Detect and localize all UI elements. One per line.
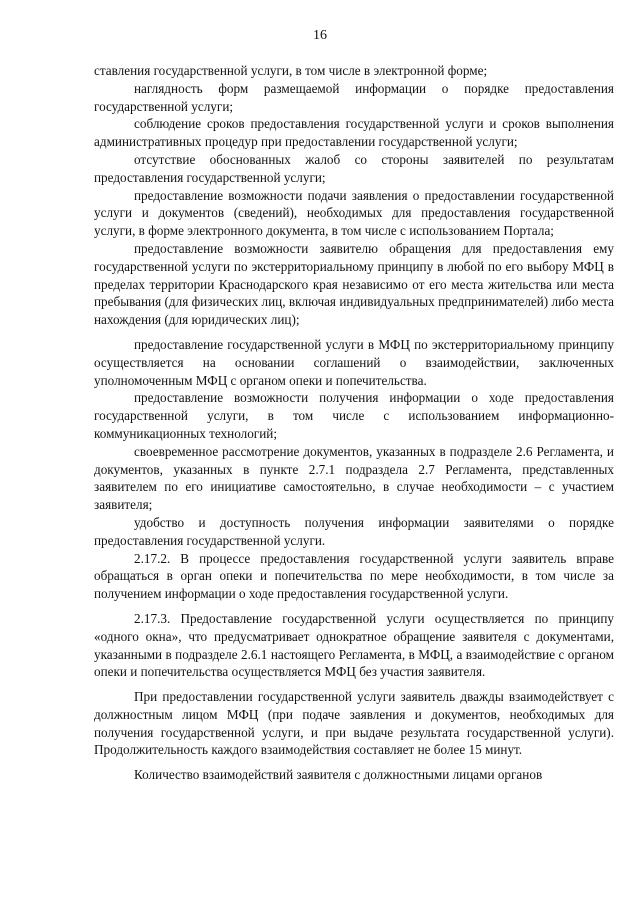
paragraph-continuation: ставления государственной услуги, в том числе в электронной форме;: [94, 63, 488, 78]
page-number: 16: [313, 28, 327, 43]
paragraph: наглядность форм размещаемой информации о порядке предоставления государственной услуги;: [94, 80, 614, 114]
paragraph: предоставление возможности подачи заявления о предоставлении государственной услуги и документов (сведений), необходимых для предоставления государственной услуги, в форме электронного документа, в том числе с использованием Портала;: [94, 187, 614, 239]
paragraph-clause-2-17-2: 2.17.2. В процессе предоставления государственной услуги заявитель вправе обращаться в орган опеки и попечительства по мере необходимости, в том числе за получением информации о ходе предоставления государственной услуги.: [94, 550, 614, 602]
paragraph: соблюдение сроков предоставления государственной услуги и сроков выполнения административных процедур при предоставлении государственной услуги;: [94, 116, 614, 150]
paragraph: Количество взаимодействий заявителя с должностными лицами органов: [134, 767, 543, 783]
paragraph: отсутствие обоснованных жалоб со стороны заявителей по результатам предоставления государственной услуги;: [94, 151, 614, 185]
paragraph: своевременное рассмотрение документов, указанных в подразделе 2.6 Регламента, и документов, указанных в пункте 2.7.1 подраздела 2.7 Регламента, представленных заявителем по его инициативе самостоятельно, в случае необходимости – с участием заявителя;: [94, 443, 614, 513]
paragraph: предоставление возможности заявителю обращения для предоставления ему государственной услуги по экстерриториальному принципу в любой по его выбору МФЦ в пределах территории Краснодарского края независимо от его места жительства или места пребывания (для физических лиц, включая индивидуальных предпринимателей) либо места нахождения (для юридических лиц);: [94, 240, 614, 328]
paragraph: предоставление государственной услуги в МФЦ по экстерриториальному принципу осуществляется на основании соглашений о взаимодействии, заключенных уполномоченным МФЦ с органом опеки и попечительства.: [94, 336, 614, 388]
paragraph: удобство и доступность получения информации заявителями о порядке предоставления государственной услуги.: [94, 514, 614, 548]
paragraph: предоставление возможности получения информации о ходе предоставления государственной услуги, в том числе с использованием информационно-коммуникационных технологий;: [94, 390, 614, 441]
paragraph: При предоставлении государственной услуги заявитель дважды взаимодействует с должностным лицом МФЦ (при подаче заявления и документов, необходимых для получения государственной услуги, и при выдаче результата государственной услуги). Продолжительность каждого взаимодействия составляет не более 15 минут.: [94, 689, 614, 758]
paragraph-clause-2-17-3: 2.17.3. Предоставление государственной услуги осуществляется по принципу «одного окна», что предусматривает однократное обращение заявителя с документами, указанными в подразделе 2.6.1 настоящего Регламента, в МФЦ, а взаимодействие с органом опеки и попечительства осуществляется МФЦ без участия заявителя.: [94, 610, 614, 680]
document-body: [94, 62, 614, 784]
